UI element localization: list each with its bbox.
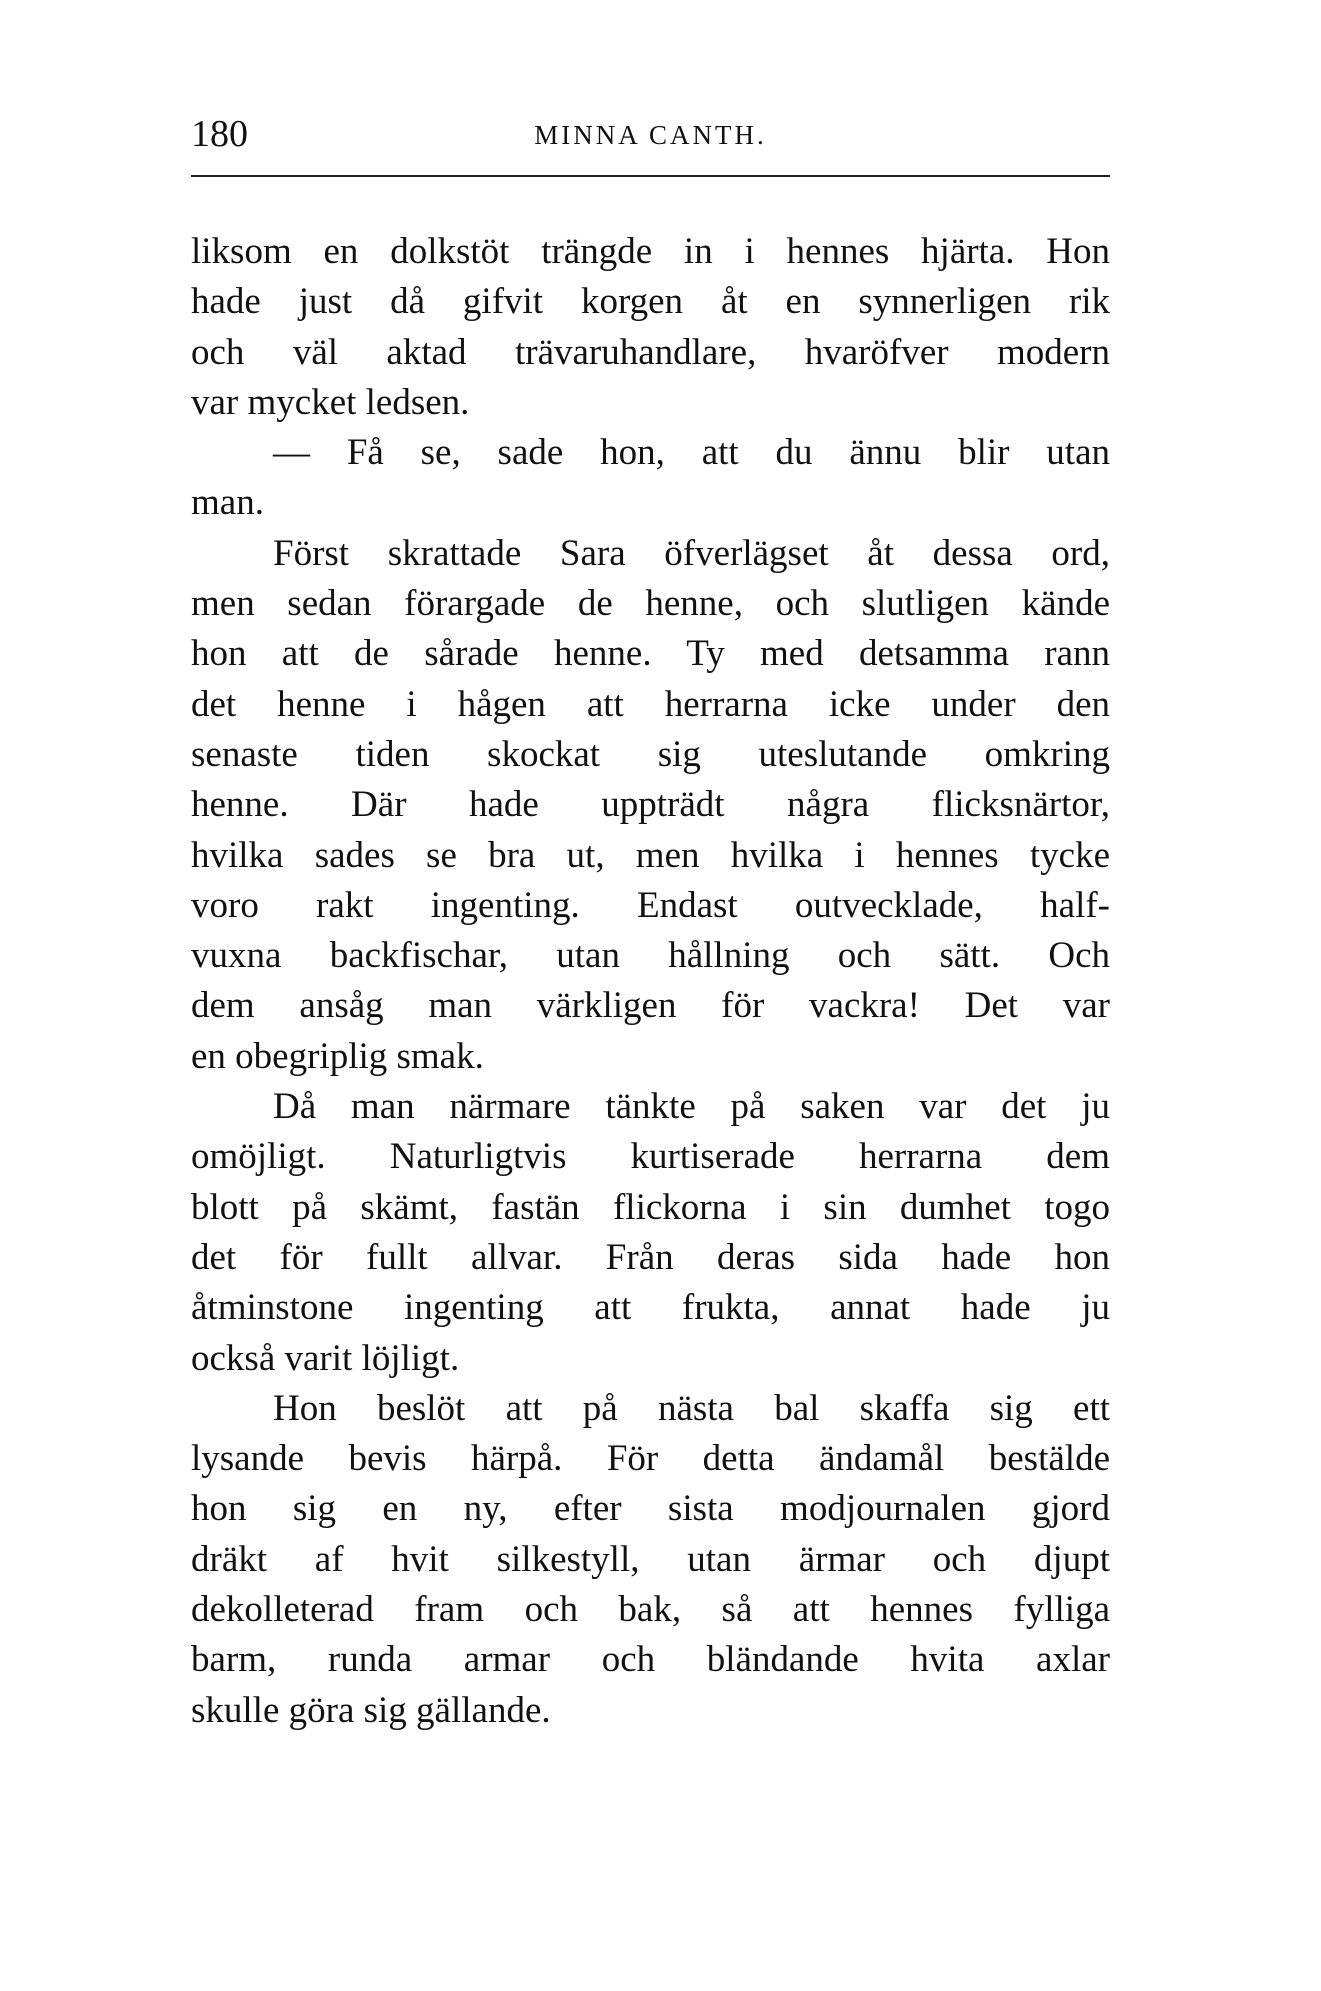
header-rule	[191, 175, 1110, 177]
text-line: Då man närmare tänkte på saken var det ju	[273, 1086, 1110, 1128]
text-line: voro rakt ingenting. Endast outvecklade, half-	[191, 884, 1110, 926]
text-line: en obegriplig smak.	[191, 1035, 484, 1077]
text-line: dräkt af hvit silkestyll, utan ärmar och djupt	[191, 1538, 1110, 1580]
text-line: åtminstone ingenting att frukta, annat hade ju	[191, 1287, 1110, 1329]
text-line: lysande bevis härpå. För detta ändamål bestälde	[191, 1438, 1110, 1480]
text-line: också varit löjligt.	[191, 1337, 460, 1379]
text-line: hon att de sårade henne. Ty med detsamma rann	[191, 633, 1110, 675]
text-line: var mycket ledsen.	[191, 381, 470, 423]
text-line: det för fullt allvar. Från deras sida hade hon	[191, 1236, 1110, 1278]
body-text	[191, 227, 1110, 1736]
text-line: och väl aktad trävaruhandlare, hvaröfver modern	[191, 331, 1110, 373]
text-line: omöjligt. Naturligtvis kurtiserade herrarna dem	[191, 1136, 1110, 1178]
text-line: hvilka sades se bra ut, men hvilka i hennes tycke	[191, 834, 1110, 876]
text-line: Hon beslöt att på nästa bal skaffa sig ett	[273, 1387, 1110, 1429]
paragraph	[191, 1082, 1110, 1384]
text-line: hade just då gifvit korgen åt en synnerligen rik	[191, 281, 1110, 323]
text-line: barm, runda armar och bländande hvita axlar	[191, 1639, 1110, 1681]
text-line: Först skrattade Sara öfverlägset åt dessa ord,	[273, 532, 1110, 574]
text-line: senaste tiden skockat sig uteslutande omkring	[191, 733, 1110, 775]
text-line: men sedan förargade de henne, och slutligen kände	[191, 583, 1110, 625]
running-title: MINNA CANTH.	[534, 120, 767, 150]
paragraph	[191, 1384, 1110, 1736]
text-line: — Få se, sade hon, att du ännu blir utan	[273, 432, 1110, 474]
text-line: man.	[191, 482, 264, 524]
page-number: 180	[191, 113, 248, 155]
text-line: dem ansåg man värkligen för vackra! Det var	[191, 985, 1110, 1027]
paragraph	[191, 428, 1110, 529]
text-line: dekolleterad fram och bak, så att hennes fylliga	[191, 1589, 1110, 1631]
paragraph	[191, 227, 1110, 428]
paragraph	[191, 529, 1110, 1082]
text-line: det henne i hågen att herrarna icke under den	[191, 683, 1110, 725]
text-line: blott på skämt, fastän flickorna i sin dumhet togo	[191, 1186, 1110, 1228]
page-header	[191, 112, 1110, 162]
text-line: hon sig en ny, efter sista modjournalen gjord	[191, 1488, 1110, 1530]
text-line: liksom en dolkstöt trängde in i hennes hjärta. Hon	[191, 231, 1110, 272]
text-line: vuxna backfischar, utan hållning och sätt. Och	[191, 935, 1110, 977]
text-line: henne. Där hade uppträdt några flicksnärtor,	[191, 784, 1110, 826]
text-line: skulle göra sig gällande.	[191, 1689, 551, 1731]
